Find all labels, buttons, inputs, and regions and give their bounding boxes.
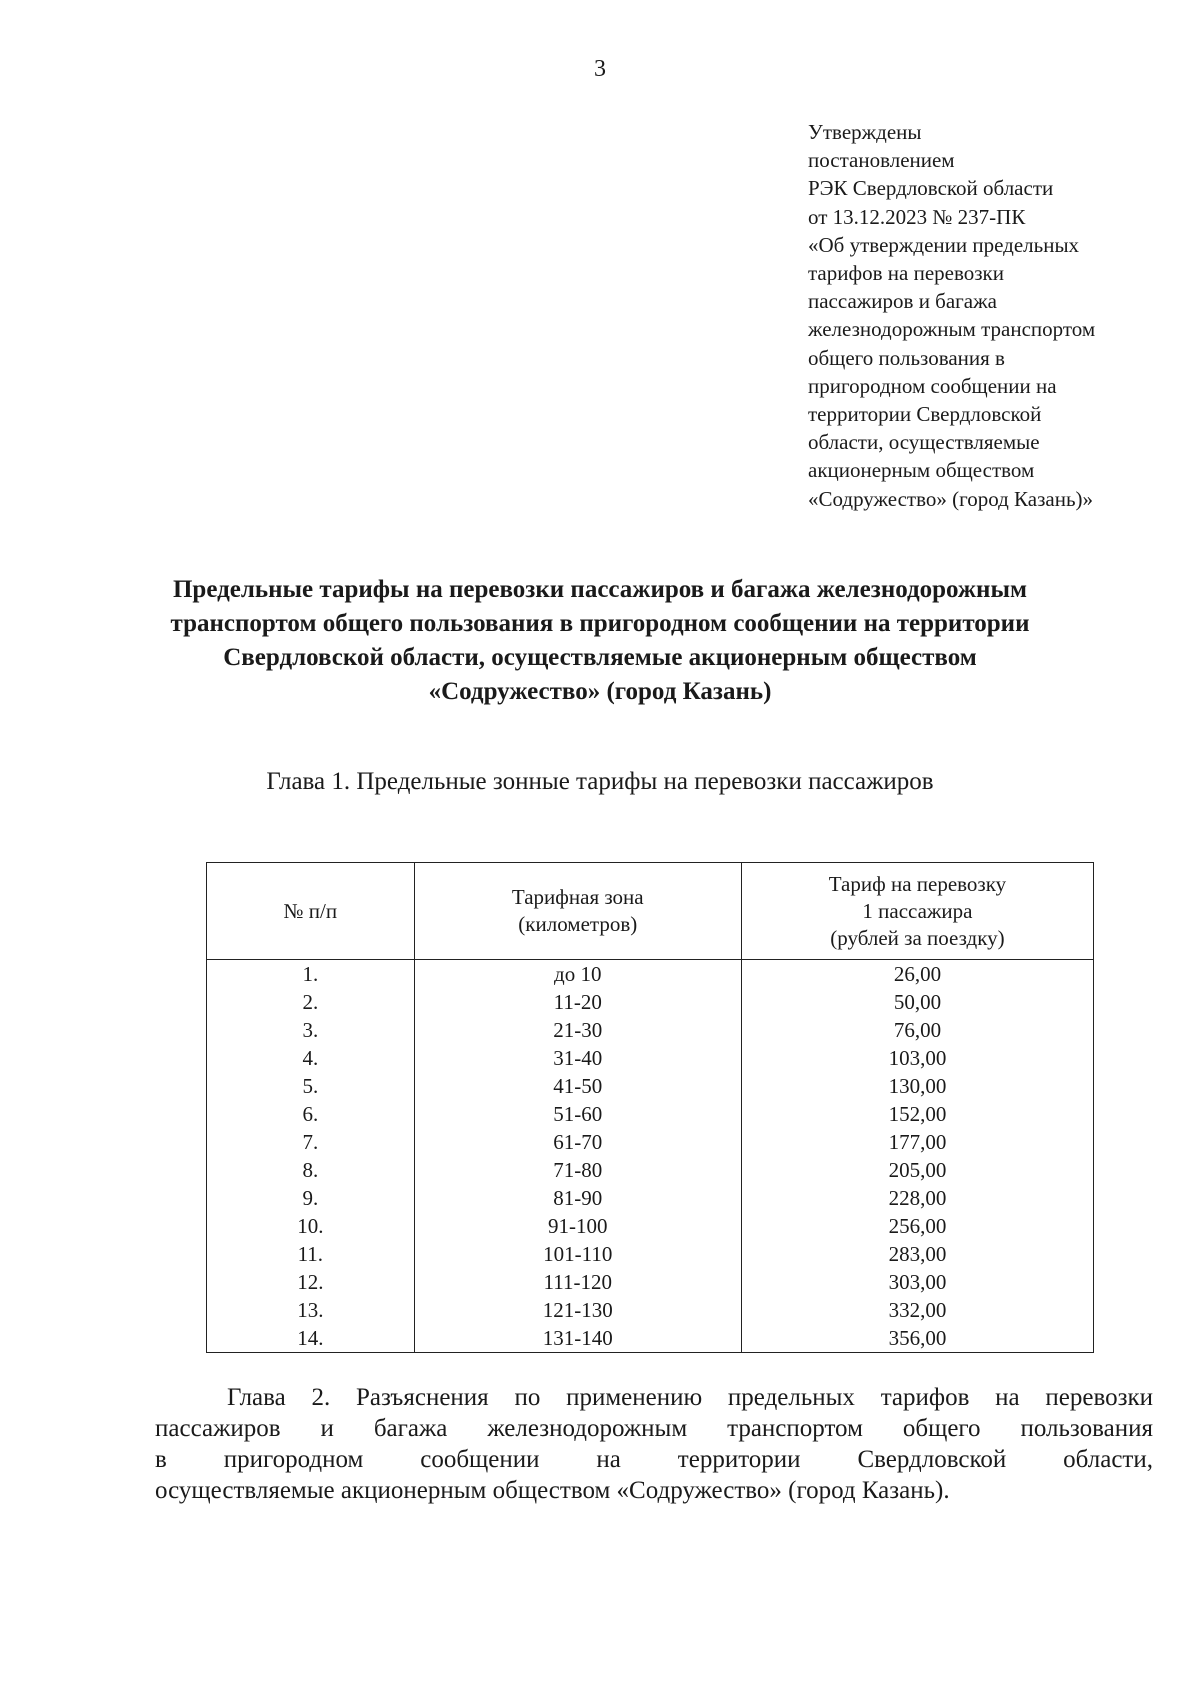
- cell-tariff: 152,00: [741, 1100, 1093, 1128]
- cell-zone: 31-40: [414, 1044, 741, 1072]
- title-line: Предельные тарифы на перевозки пассажиров и багажа железнодорожным: [172, 576, 1028, 603]
- title-line: Свердловской области, осуществляемые акционерным обществом: [223, 644, 977, 671]
- table-row: [207, 988, 1094, 1016]
- cell-zone: 11-20: [414, 988, 741, 1016]
- cell-number: 5.: [207, 1072, 415, 1100]
- table-row: [207, 1016, 1094, 1044]
- cell-tariff: 103,00: [741, 1044, 1093, 1072]
- cell-tariff: 205,00: [741, 1156, 1093, 1184]
- cell-zone: 61-70: [414, 1128, 741, 1156]
- approval-line: тарифов на перевозки: [808, 261, 1004, 286]
- cell-tariff: 130,00: [741, 1072, 1093, 1100]
- approval-line: РЭК Свердловской области: [808, 176, 1054, 201]
- cell-zone: 81-90: [414, 1184, 741, 1212]
- cell-number: 11.: [207, 1240, 415, 1268]
- cell-zone: 101-110: [414, 1240, 741, 1268]
- header-zone: [414, 863, 741, 960]
- cell-number: 14.: [207, 1324, 415, 1353]
- table-row: [207, 1128, 1094, 1156]
- header-number-text: № п/п: [283, 898, 338, 923]
- cell-tariff: 50,00: [741, 988, 1093, 1016]
- approval-line: акционерным обществом: [808, 458, 1035, 483]
- cell-zone: 51-60: [414, 1100, 741, 1128]
- header-tariff: [741, 863, 1093, 960]
- chapter2-paragraph: [155, 1382, 1153, 1506]
- approval-line: Утверждены: [808, 120, 922, 144]
- cell-tariff: 26,00: [741, 960, 1093, 989]
- title-line: транспортом общего пользования в пригородном сообщении на территории: [170, 610, 1030, 637]
- cell-number: 13.: [207, 1296, 415, 1324]
- cell-tariff: 283,00: [741, 1240, 1093, 1268]
- cell-zone: до 10: [414, 960, 741, 989]
- header-zone-line: Тарифная зона: [511, 885, 644, 909]
- approval-line: «Об утверждении предельных: [808, 232, 1080, 257]
- approval-line: территории Свердловской: [808, 402, 1042, 427]
- table-row: [207, 1156, 1094, 1184]
- approval-line: от 13.12.2023 № 237-ПК: [808, 204, 1026, 229]
- approval-line: общего пользования в: [808, 345, 1005, 370]
- cell-number: 10.: [207, 1212, 415, 1240]
- header-zone-line: (километров): [518, 912, 638, 936]
- table-row: [207, 1268, 1094, 1296]
- approval-line: «Содружество» (город Казань)»: [808, 486, 1094, 511]
- table-row: [207, 960, 1094, 989]
- cell-number: 9.: [207, 1184, 415, 1212]
- header-number: [207, 863, 415, 960]
- title-line: «Содружество» (город Казань): [428, 678, 772, 705]
- table-row: [207, 1240, 1094, 1268]
- cell-tariff: 76,00: [741, 1016, 1093, 1044]
- cell-tariff: 356,00: [741, 1324, 1093, 1353]
- table-row: [207, 1324, 1094, 1353]
- table-row: [207, 1296, 1094, 1324]
- chapter2-line: осуществляемые акционерным обществом «Содружество» (город Казань).: [155, 1477, 950, 1504]
- cell-number: 6.: [207, 1100, 415, 1128]
- cell-number: 8.: [207, 1156, 415, 1184]
- table-row: [207, 1184, 1094, 1212]
- cell-number: 3.: [207, 1016, 415, 1044]
- table-row: [207, 1212, 1094, 1240]
- cell-number: 7.: [207, 1128, 415, 1156]
- tariff-table: [206, 862, 1094, 1353]
- table-row: [207, 1044, 1094, 1072]
- cell-zone: 21-30: [414, 1016, 741, 1044]
- chapter1-heading: Глава 1. Предельные зонные тарифы на перевозки пассажиров: [266, 768, 934, 795]
- chapter2-line: пассажиров и багажа железнодорожным транспортом общего пользования: [155, 1415, 1153, 1442]
- cell-tariff: 332,00: [741, 1296, 1093, 1324]
- chapter2-line: Глава 2. Разъяснения по применению предельных тарифов на перевозки: [227, 1384, 1153, 1411]
- cell-zone: 121-130: [414, 1296, 741, 1324]
- document-title: [100, 573, 1100, 709]
- approval-line: пригородном сообщении на: [808, 373, 1057, 398]
- cell-tariff: 228,00: [741, 1184, 1093, 1212]
- cell-tariff: 256,00: [741, 1212, 1093, 1240]
- cell-number: 4.: [207, 1044, 415, 1072]
- cell-number: 12.: [207, 1268, 415, 1296]
- cell-tariff: 303,00: [741, 1268, 1093, 1296]
- chapter2-line: в пригородном сообщении на территории Свердловской области,: [155, 1446, 1153, 1473]
- cell-zone: 41-50: [414, 1072, 741, 1100]
- approval-line: области, осуществляемые: [808, 430, 1040, 455]
- header-tariff-line: (рублей за поездку): [830, 925, 1005, 950]
- table-row: [207, 1072, 1094, 1100]
- cell-zone: 91-100: [414, 1212, 741, 1240]
- header-tariff-line: Тариф на перевозку: [828, 871, 1007, 896]
- table-row: [207, 1100, 1094, 1128]
- header-tariff-line: 1 пассажира: [862, 898, 973, 923]
- cell-zone: 111-120: [414, 1268, 741, 1296]
- approval-block: [808, 118, 1178, 513]
- table-header-row: [207, 863, 1094, 960]
- cell-number: 1.: [207, 960, 415, 989]
- cell-zone: 131-140: [414, 1324, 741, 1353]
- cell-zone: 71-80: [414, 1156, 741, 1184]
- cell-number: 2.: [207, 988, 415, 1016]
- approval-line: постановлением: [808, 148, 955, 173]
- approval-line: железнодорожным транспортом: [808, 317, 1096, 342]
- approval-line: пассажиров и багажа: [808, 289, 997, 314]
- cell-tariff: 177,00: [741, 1128, 1093, 1156]
- page-number: 3: [594, 56, 606, 82]
